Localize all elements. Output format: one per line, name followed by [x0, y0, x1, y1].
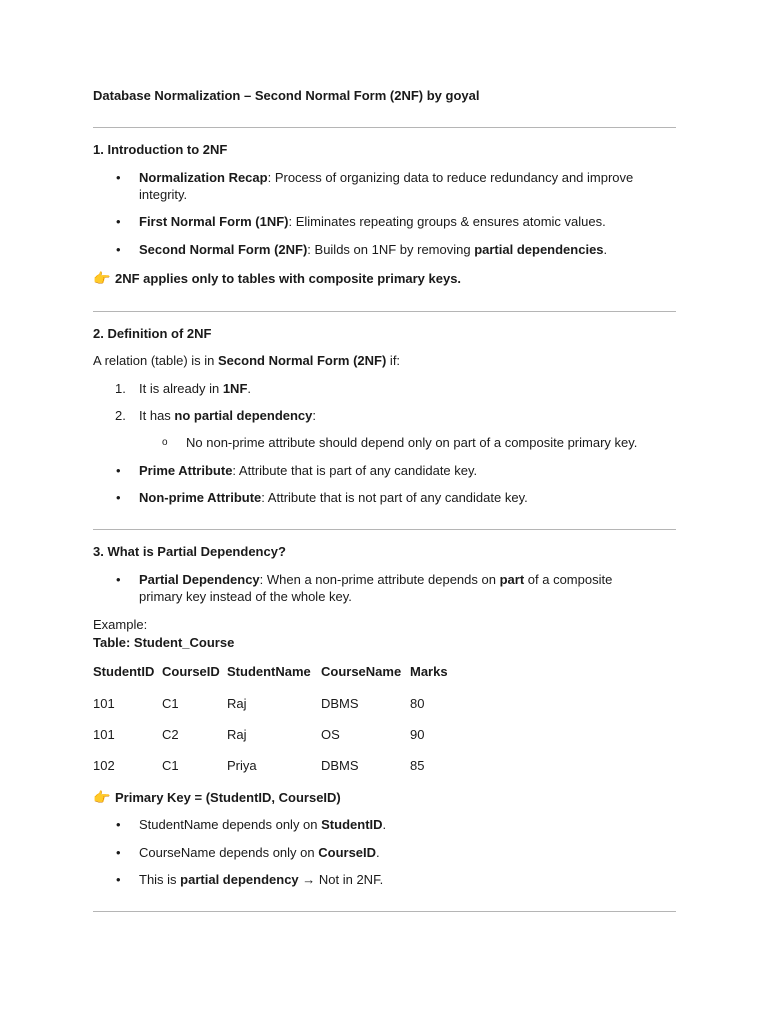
table-cell: 90 [410, 727, 425, 742]
list-number: 2. [115, 408, 126, 423]
divider [93, 529, 676, 530]
table-header-cell: StudentID [93, 664, 155, 679]
document-title: Database Normalization – Second Normal Form (2NF) by goyal [93, 88, 480, 103]
section-heading-partial-dependency: 3. What is Partial Dependency? [93, 544, 286, 559]
list-item: Non-prime Attribute: Attribute that is not part of any candidate key. [139, 490, 528, 505]
table-header-cell: StudentName [227, 664, 311, 679]
table-cell: 101 [93, 696, 115, 711]
table-header-cell: Marks [410, 664, 448, 679]
list-number: 1. [115, 381, 126, 396]
bullet-icon: • [116, 845, 121, 860]
bullet-icon: • [116, 817, 121, 832]
bullet-icon: • [116, 214, 121, 229]
table-cell: C2 [162, 727, 179, 742]
bullet-icon: • [116, 872, 121, 887]
table-header-cell: CourseID [162, 664, 220, 679]
section-heading-definition: 2. Definition of 2NF [93, 326, 212, 341]
table-cell: DBMS [321, 696, 359, 711]
table-cell: Raj [227, 727, 247, 742]
pointing-hand-icon: 👉 [93, 789, 111, 805]
table-cell: DBMS [321, 758, 359, 773]
list-item: CourseName depends only on CourseID. [139, 845, 380, 860]
divider [93, 911, 676, 912]
table-cell: 101 [93, 727, 115, 742]
table-cell: Raj [227, 696, 247, 711]
primary-key-note: Primary Key = (StudentID, CourseID) [115, 790, 341, 805]
section-heading-intro: 1. Introduction to 2NF [93, 142, 228, 157]
table-header-cell: CourseName [321, 664, 402, 679]
table-cell: C1 [162, 758, 179, 773]
table-cell: 85 [410, 758, 425, 773]
divider [93, 311, 676, 312]
list-item: Partial Dependency: When a non-prime attribute depends on part of a composite primary key instead of the whole key. [139, 572, 613, 604]
list-item: First Normal Form (1NF): Eliminates repeating groups & ensures atomic values. [139, 214, 606, 229]
bullet-icon: • [116, 463, 121, 478]
list-item: This is partial dependency → Not in 2NF. [139, 872, 384, 887]
circle-bullet-icon: o [162, 437, 168, 448]
table-cell: OS [321, 727, 340, 742]
list-item: StudentName depends only on StudentID. [139, 817, 387, 832]
table-cell: 80 [410, 696, 425, 711]
list-item: Normalization Recap: Process of organizing data to reduce redundancy and improve integrity. [139, 170, 634, 202]
bullet-icon: • [116, 170, 121, 185]
definition-intro: A relation (table) is in Second Normal Form (2NF) if: [93, 353, 401, 368]
table-cell: Priya [227, 758, 257, 773]
key-note: 2NF applies only to tables with composite primary keys. [115, 271, 462, 286]
example-label: Example: [93, 617, 148, 632]
bullet-icon: • [116, 490, 121, 505]
list-item: Second Normal Form (2NF): Builds on 1NF by removing partial dependencies. [139, 242, 608, 257]
bullet-icon: • [116, 242, 121, 257]
list-item: Prime Attribute: Attribute that is part of any candidate key. [139, 463, 478, 478]
bullet-icon: • [116, 572, 121, 587]
list-item: It is already in 1NF. [139, 381, 252, 396]
pointing-hand-icon: 👉 [93, 270, 111, 286]
table-title: Table: Student_Course [93, 635, 235, 650]
sub-list-item: No non-prime attribute should depend only on part of a composite primary key. [186, 435, 638, 450]
table-cell: 102 [93, 758, 115, 773]
table-cell: C1 [162, 696, 179, 711]
list-item: It has no partial dependency: [139, 408, 317, 423]
divider [93, 127, 676, 128]
